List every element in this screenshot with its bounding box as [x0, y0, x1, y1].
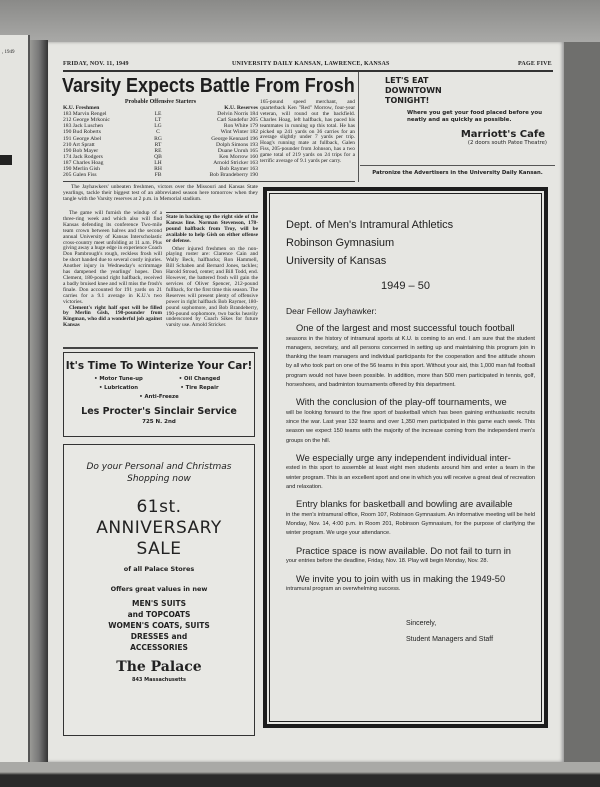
- ad-offers: Offers great values in new: [110, 585, 208, 593]
- ad-item: MEN'S SUITS: [132, 599, 186, 608]
- letter-year: 1949 – 50: [381, 280, 430, 292]
- service-item: • Lubrication: [98, 385, 139, 391]
- paragraph-lead: Practice space is now available. Do not fail to turn in: [296, 545, 511, 556]
- column-divider: [358, 72, 359, 182]
- position: RH: [154, 166, 162, 173]
- starter-row: [63, 172, 258, 178]
- ad-the-palace: [63, 444, 255, 736]
- service-item: • Oil Changed: [178, 376, 221, 382]
- ad-item: and TOPCOATS: [127, 610, 191, 619]
- column-b-bold: State in backing up the right side of the Kansas line. Norman Stevenson, 178-pound halfback from Troy, will be available to help Gish on either offense or defense.: [166, 214, 258, 244]
- previous-page-edge: [0, 35, 30, 765]
- col-reserves: K.U. Reserves: [224, 105, 258, 112]
- position: LH: [154, 159, 162, 166]
- position: LG: [154, 123, 162, 130]
- starters-title: Probable Offensive Starters: [124, 99, 197, 105]
- article-lead: The Jayhawkers' unbeaten freshmen, victors over the Missouri and Kansas State yearlings, tackle their biggest test of an abbreviated season here tomorrow when they tangle with the Varsity reserves at 2 p.m. in Memorial stadium.: [63, 184, 258, 203]
- ad-marriotts-cafe: [385, 76, 555, 146]
- ad-cafe-name: Marriott's Cafe: [460, 129, 545, 140]
- position: C: [156, 129, 160, 136]
- column-b-text: Other injured freshmen on the non-playing roster are: Clarence Cain and Wally Beck, halfbacks; Ron Hammell, Bill Schaben and Bernard Jones, tackles; Harold Stroud, center; and Bill Todd, end. However, the battered frosh will gain the services of Oliver Spencer, 212-pound fullback, for the first time this season. The Reserves will present plenty of offensive power in right halfback Bob Raymer, 180-pound sophomore, and Bob Brandeberry, 190-pound sophomore, two backs heavily underscored by Coach Sikes for future varsity use. Arnold Stricker.: [166, 245, 258, 329]
- reserve-player: Bob Brandeberry 190: [209, 172, 258, 179]
- paragraph-lead: We especially urge any independent individual inter-: [296, 452, 511, 463]
- letter-salutation: Dear Fellow Jayhawker:: [286, 306, 377, 316]
- reserve-player: Ken Morrow 160: [219, 153, 258, 160]
- signature: Student Managers and Staff: [406, 636, 494, 644]
- reserve-player: George Kennard 196: [211, 135, 258, 142]
- freshman-player: 183 Jack Luschen: [63, 123, 104, 130]
- letter-paragraph: [286, 397, 535, 446]
- ad-item: ACCESSORIES: [130, 643, 188, 652]
- service-item: • Tire Repair: [180, 385, 219, 391]
- ad-cafe-location: (2 doors south Patee Theatre): [467, 140, 547, 146]
- freshman-player: 205 Galen Fiss: [63, 172, 97, 179]
- ad-headline: It's Time To Winterize Your Car!: [65, 360, 253, 372]
- column-a-bold: Clement's right half spot will be filled by Merlin Gish, 190-pounder from Kingman, who did a wonderful job against Kansas: [63, 304, 162, 329]
- ad-sinclair-service: [63, 352, 255, 437]
- rule: [166, 212, 258, 213]
- previous-page-date: , 1949: [2, 50, 15, 55]
- paragraph-text: seasons in the history of intramural sports at K.U. is coming to an end. I am sure that the student managers, secretary, and all persons concerned in setting up and maintaining this program join in thanking the team managers and individual participants for the cooperation and fine attitude shown by all who took part on one of the 56 teams in this sport. Without your aid, this 1,000 man fall football program would not have been possible. In addition, more than 500 men participated in tennis, golf, horseshoes, and badminton tournaments offered by this department.: [286, 335, 535, 388]
- letter-paragraph: [286, 574, 535, 595]
- service-list: [64, 372, 254, 403]
- service-item: • Anti-Freeze: [139, 394, 179, 400]
- position: RG: [154, 135, 162, 142]
- rule: [63, 181, 355, 182]
- freshman-player: 191 George Abel: [63, 135, 102, 142]
- letter-paragraph: [286, 499, 535, 538]
- reserve-player: Duane Unruh 165: [217, 147, 258, 154]
- header-page: PAGE FIVE: [518, 61, 552, 67]
- patronize-notice: Patronize the Advertisers in the University Daily Kansan.: [360, 165, 555, 176]
- header-paper: UNIVERSITY DAILY KANSAN, LAWRENCE, KANSAS: [232, 61, 390, 67]
- freshman-player: 187 Charles Hoag: [63, 159, 104, 166]
- ad-big-3: SALE: [136, 539, 182, 559]
- freshman-player: 210 Art Spratt: [63, 141, 95, 148]
- background-bottom: [0, 762, 600, 787]
- freshman-player: 190 Bob Mayer: [63, 147, 99, 154]
- paragraph-text: in the men's intramural office, Room 107, Robinson Gymnasium. An informative meeting will be held Monday, Nov. 14, 4:00 p.m. in Room 201, Robinson Gymnasium, for the purpose of clarifying the winter program. We urge your attendance.: [286, 511, 535, 537]
- letter-title-2: Robinson Gymnasium: [286, 237, 395, 249]
- ad-address: 843 Massachusetts: [131, 677, 187, 683]
- ad-address: 725 N. 2nd: [142, 419, 176, 425]
- previous-page-bar: [0, 155, 12, 165]
- paragraph-text: will be looking forward to the fine sport of basketball which has been gaining enthusiastic recruits since the war. Last year 132 teams and over 1,350 men participated in this game each week. This season we expect 150 teams with the majority of the increase coming from the independent men's groups on the hill.: [286, 409, 535, 444]
- letter-paragraph: [286, 453, 535, 492]
- ad-stores: of all Palace Stores: [123, 565, 195, 573]
- article-column-b: [166, 215, 258, 329]
- freshman-player: 190 Bud Roberts: [63, 129, 101, 136]
- paragraph-lead: We invite you to join with us in making the 1949-50: [296, 573, 506, 584]
- freshman-player: 183 Marvin Rengel: [63, 111, 107, 118]
- paragraph-text: your entries before the deadline, Friday, Nov. 18. Play will begin Monday, Nov. 28.: [286, 558, 488, 565]
- header-rule: [63, 70, 553, 72]
- ad-store-name: The Palace: [116, 659, 202, 675]
- intramural-letter-ad: [263, 187, 548, 728]
- freshman-player: 190 Merlin Gish: [63, 166, 100, 173]
- letter-paragraph: [286, 546, 535, 567]
- col-freshmen: K.U. Freshmen: [63, 105, 100, 112]
- column-a-text: The game will furnish the windup of a three-ring week and which also will find Kansas defending its conference Two-mile team crown between halves and the second annual University of Kansas Interscholastic cross-country meet unfolding at 11 a.m. Plus giving away a huge edge in experience Coach Don Pambrough's rough, reckless frosh will be short handed due to several costly injuries. Another injury in Wednesday's scrimmage has dampened the yearlings' hopes. Don Clement, 180-pound right halfback, received a badly bruised knee and will miss the frosh's finale. Don accounted for 191 yards on 21 carries for a 9.1 average in K.U.'s two victories.: [63, 210, 162, 305]
- position: LE: [154, 111, 162, 118]
- header-date: FRIDAY, NOV. 11, 1949: [63, 61, 129, 67]
- freshman-player: 174 Jack Rodgers: [63, 153, 103, 160]
- letter-closing: [406, 616, 535, 648]
- ad-item: WOMEN'S COATS, SUITS: [108, 621, 210, 630]
- ad-item: DRESSES and: [130, 632, 188, 641]
- service-item: • Motor Tune-up: [94, 376, 143, 382]
- starters-rows: [63, 111, 258, 178]
- reserve-player: Delvin Norris 184: [217, 111, 258, 118]
- binding-spine: [30, 40, 48, 770]
- ad-intro-2: Shopping now: [127, 474, 191, 484]
- closing: Sincerely,: [406, 620, 437, 628]
- ad-headline-3: TONIGHT!: [385, 96, 430, 105]
- article-column-a: [63, 211, 162, 329]
- position: LT: [154, 117, 162, 124]
- article-column-right: 165-pound speed merchant, and quarterback Ken "Red" Morrow, four-year veteran, will round out the backfield. Charles Hoag, left halfback, has paced his teammates in running up this total. He has picked up 241 yards on 36 carries for an average slightly under 7 yards per trip. Hoag's running mate at fullback, Galen Fiss, 205-pounder from Johnson, has a two game total of 219 yards on 24 trips for a terrific average of 9.1 yards per carry.: [260, 99, 355, 165]
- reserve-player: Ron White 179: [223, 123, 258, 130]
- paragraph-lead: With the conclusion of the play-off tournaments, we: [296, 397, 507, 408]
- position: RT: [154, 141, 162, 148]
- freshman-player: 212 George Mrkonic: [63, 117, 110, 124]
- reserve-player: Carl Sandefur 205: [216, 117, 258, 124]
- ad-headline-1: LET'S EAT: [385, 76, 429, 85]
- position: QB: [154, 153, 162, 160]
- paragraph-lead: One of the largest and most successful touch football: [296, 323, 515, 333]
- starters-table: [63, 99, 258, 178]
- ad-big-2: ANNIVERSARY: [96, 518, 222, 538]
- reserve-player: Arnold Stricker 163: [213, 159, 258, 166]
- reserve-player: Wint Winter 182: [220, 129, 258, 136]
- position: RE: [154, 147, 162, 154]
- ad-big-1: 61st.: [136, 497, 182, 517]
- reserve-player: Dolph Simons 193: [216, 141, 258, 148]
- paragraph-lead: Entry blanks for basketball and bowling are available: [296, 499, 513, 510]
- ad-intro-1: Do your Personal and Christmas: [86, 462, 232, 472]
- reserve-player: Bob Raymer 163: [219, 166, 258, 173]
- paragraph-text: ested in this sport to assemble at least eight men students around him and enter a team in the winter program. This is an excellent sport and one in which you will receive a great deal of recreation and relaxation.: [286, 465, 535, 491]
- ad-business-name: Les Procter's Sinclair Service: [81, 406, 237, 417]
- position: FB: [154, 172, 162, 179]
- paragraph-text: intramural program an overwhelming success.: [286, 586, 401, 593]
- article-headline: Varsity Expects Battle From Frosh: [62, 75, 355, 97]
- letter-body: [286, 323, 535, 594]
- letter-title-3: University of Kansas: [286, 255, 387, 267]
- letter-title-1: Dept. of Men's Intramural Athletics: [286, 219, 454, 231]
- ad-body: Where you get your food placed before you neatly and as quickly as possible.: [407, 110, 543, 123]
- letter-paragraph: [286, 323, 535, 390]
- rule: [63, 347, 258, 349]
- ad-headline-2: DOWNTOWN: [385, 86, 442, 95]
- background-top: [0, 0, 600, 42]
